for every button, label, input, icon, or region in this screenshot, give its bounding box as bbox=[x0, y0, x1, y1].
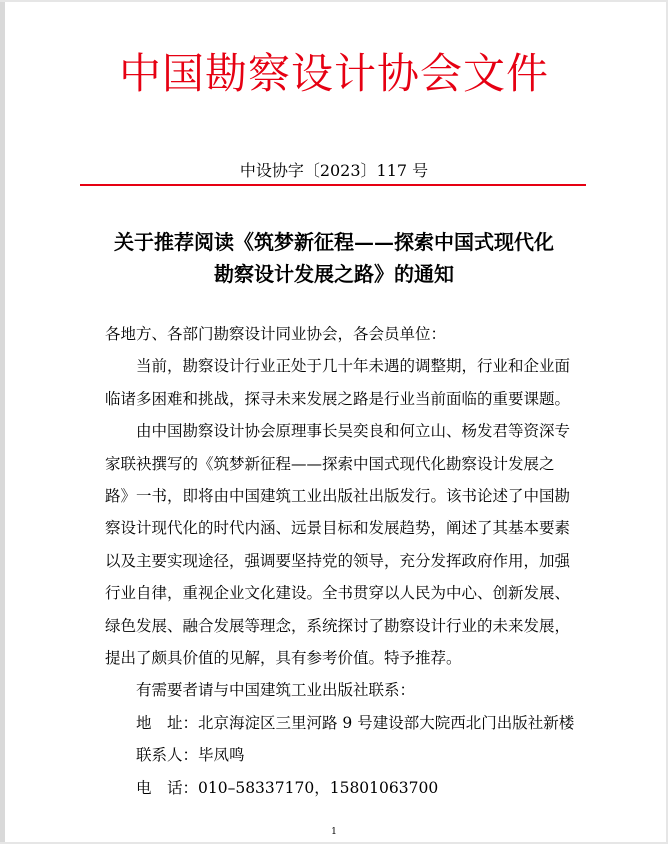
red-divider-line bbox=[80, 184, 586, 186]
notice-title-line-1: 关于推荐阅读《筑梦新征程——探索中国式现代化 bbox=[114, 230, 554, 254]
document-number: 中设协字〔2023〕117 号 bbox=[239, 161, 429, 180]
document-body bbox=[105, 318, 575, 804]
salutation: 各地方、各部门勘察设计同业协会，各会员单位： bbox=[105, 325, 447, 343]
notice-title bbox=[0, 226, 668, 290]
page-number: 1 bbox=[331, 827, 337, 837]
paragraph-2: 由中国勘察设计协会原理事长吴奕良和何立山、杨发君等资深专家联袂撰写的《筑梦新征程——探索中国式现代化勘察设计发展之路》一书，即将由中国建筑工业出版社出版发行。该书论述了中国勘察设计现代化的时代内涵、远景目标和发展趋势，阐述了其基本要素以及主要实现途径，强调要坚持党的领导，充分发挥政府作用，加强行业自律，重视企业文化建设。全书贯穿以人民为中心、创新发展、绿色发展、融合发展等理念，系统探讨了勘察设计行业的未来发展，提出了颇具价值的见解，具有参考价值。特予推荐。 bbox=[105, 422, 571, 668]
contact-person: 联系人：毕凤鸣 bbox=[136, 746, 245, 765]
contact-phone: 电 话：010–58337170，15801063700 bbox=[136, 778, 439, 797]
notice-title-line-2: 勘察设计发展之路》的通知 bbox=[214, 262, 454, 286]
paragraph-1: 当前，勘察设计行业正处于几十年未遇的调整期，行业和企业面临诸多困难和挑战，探寻未来发展之路是行业当前面临的重要课题。 bbox=[105, 357, 571, 408]
page-frame-left bbox=[0, 0, 5, 844]
page-frame-top bbox=[0, 0, 668, 2]
org-letterhead-title: 中国勘察设计协会文件 bbox=[118, 49, 549, 98]
paragraph-3: 有需要者请与中国建筑工业出版社联系： bbox=[136, 681, 416, 700]
contact-address: 地 址：北京海淀区三里河路 9 号建设部大院西北门出版社新楼 bbox=[136, 713, 575, 732]
